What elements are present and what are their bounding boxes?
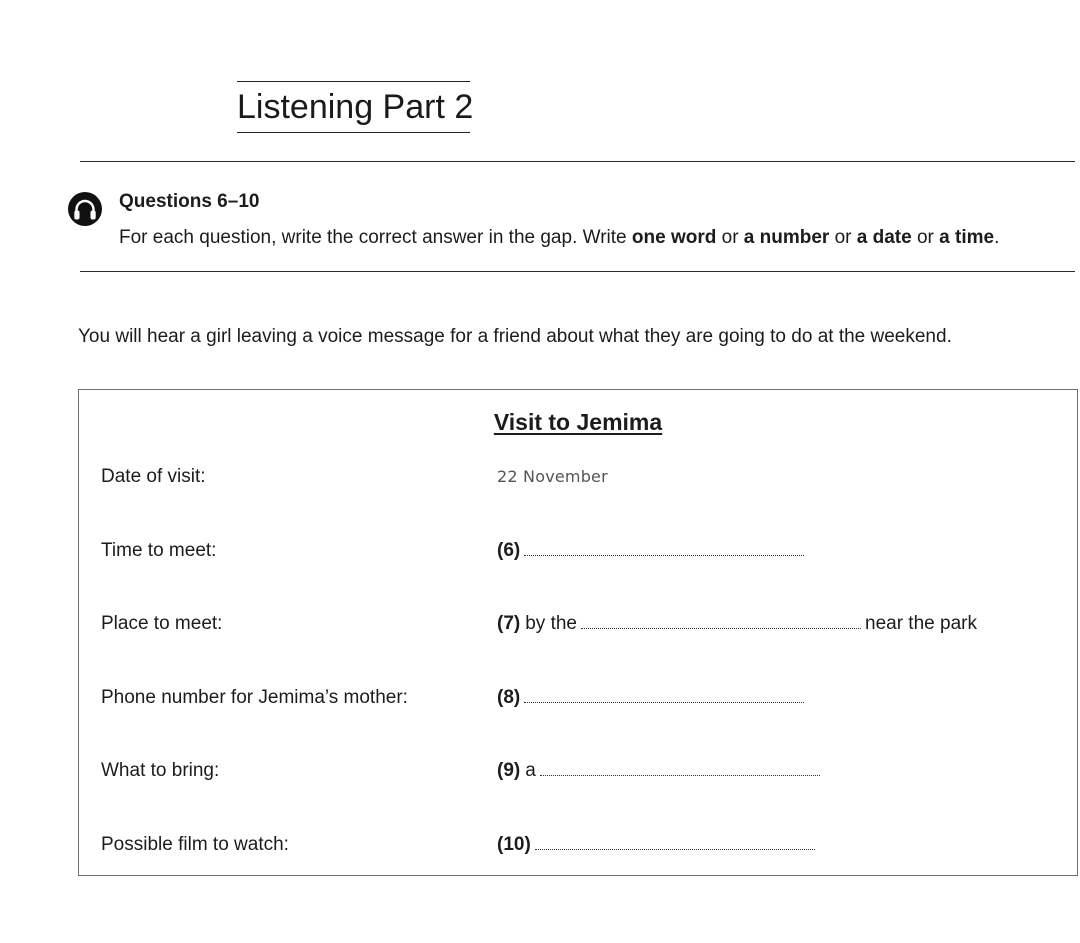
questions-heading: Questions 6–10: [119, 191, 260, 212]
headphones-icon: [68, 192, 102, 226]
instruction-bold-a-date: a date: [856, 227, 912, 248]
instruction-bold-a-number: a number: [743, 227, 830, 248]
row-answer: [497, 759, 1051, 783]
row-answer: [497, 686, 1051, 710]
form-row-date: [101, 465, 1051, 489]
top-divider: [80, 161, 1075, 162]
row-label: Place to meet:: [101, 613, 223, 634]
form-row-phone: [101, 686, 1051, 710]
answer-gap-9[interactable]: [540, 775, 820, 776]
instruction-text: For each question, write the correct answer in the gap. Write: [119, 227, 632, 248]
row-answer: [497, 465, 1051, 489]
row-label: Time to meet:: [101, 539, 217, 561]
instructions: [119, 226, 999, 250]
instruction-bold-a-time: a time: [939, 227, 995, 248]
question-number: (8): [497, 686, 521, 708]
row-answer: [497, 833, 1051, 857]
answer-gap-6[interactable]: [524, 555, 804, 556]
row-answer: [497, 612, 1051, 636]
instruction-text: or: [911, 227, 940, 248]
notes-form: [78, 389, 1078, 876]
question-number: (7): [497, 613, 521, 634]
form-row-bring: [101, 759, 1051, 783]
question-number: (9): [497, 760, 521, 781]
question-number: (6): [497, 539, 521, 561]
gap-prefix: a: [525, 760, 536, 781]
form-row-film: [101, 833, 1051, 857]
form-row-time: [101, 539, 1051, 563]
row-label: Date of visit:: [101, 466, 206, 487]
gap-prefix: by the: [525, 613, 577, 634]
form-row-place: [101, 612, 1051, 636]
answer-gap-7[interactable]: [581, 628, 861, 629]
answer-gap-8[interactable]: [524, 702, 804, 703]
instruction-text: or: [829, 227, 857, 248]
example-answer: 22 November: [497, 467, 608, 486]
instruction-text: .: [994, 227, 1000, 248]
instruction-text: or: [716, 227, 744, 248]
instruction-bold-one-word: one word: [631, 227, 717, 248]
question-number: (10): [497, 833, 531, 855]
row-answer: [497, 539, 1051, 563]
answer-gap-10[interactable]: [535, 849, 815, 850]
page-title: Listening Part 2: [237, 88, 474, 126]
row-label: What to bring:: [101, 760, 220, 781]
intro-text: You will hear a girl leaving a voice message for a friend about what they are going to do at the weekend.: [78, 326, 952, 347]
bottom-divider: [80, 271, 1075, 272]
row-label: Phone number for Jemima’s mother:: [101, 686, 408, 708]
row-label: Possible film to watch:: [101, 833, 289, 855]
form-title: Visit to Jemima: [493, 409, 663, 435]
page-title-block: [237, 81, 474, 133]
gap-suffix: near the park: [865, 613, 977, 634]
